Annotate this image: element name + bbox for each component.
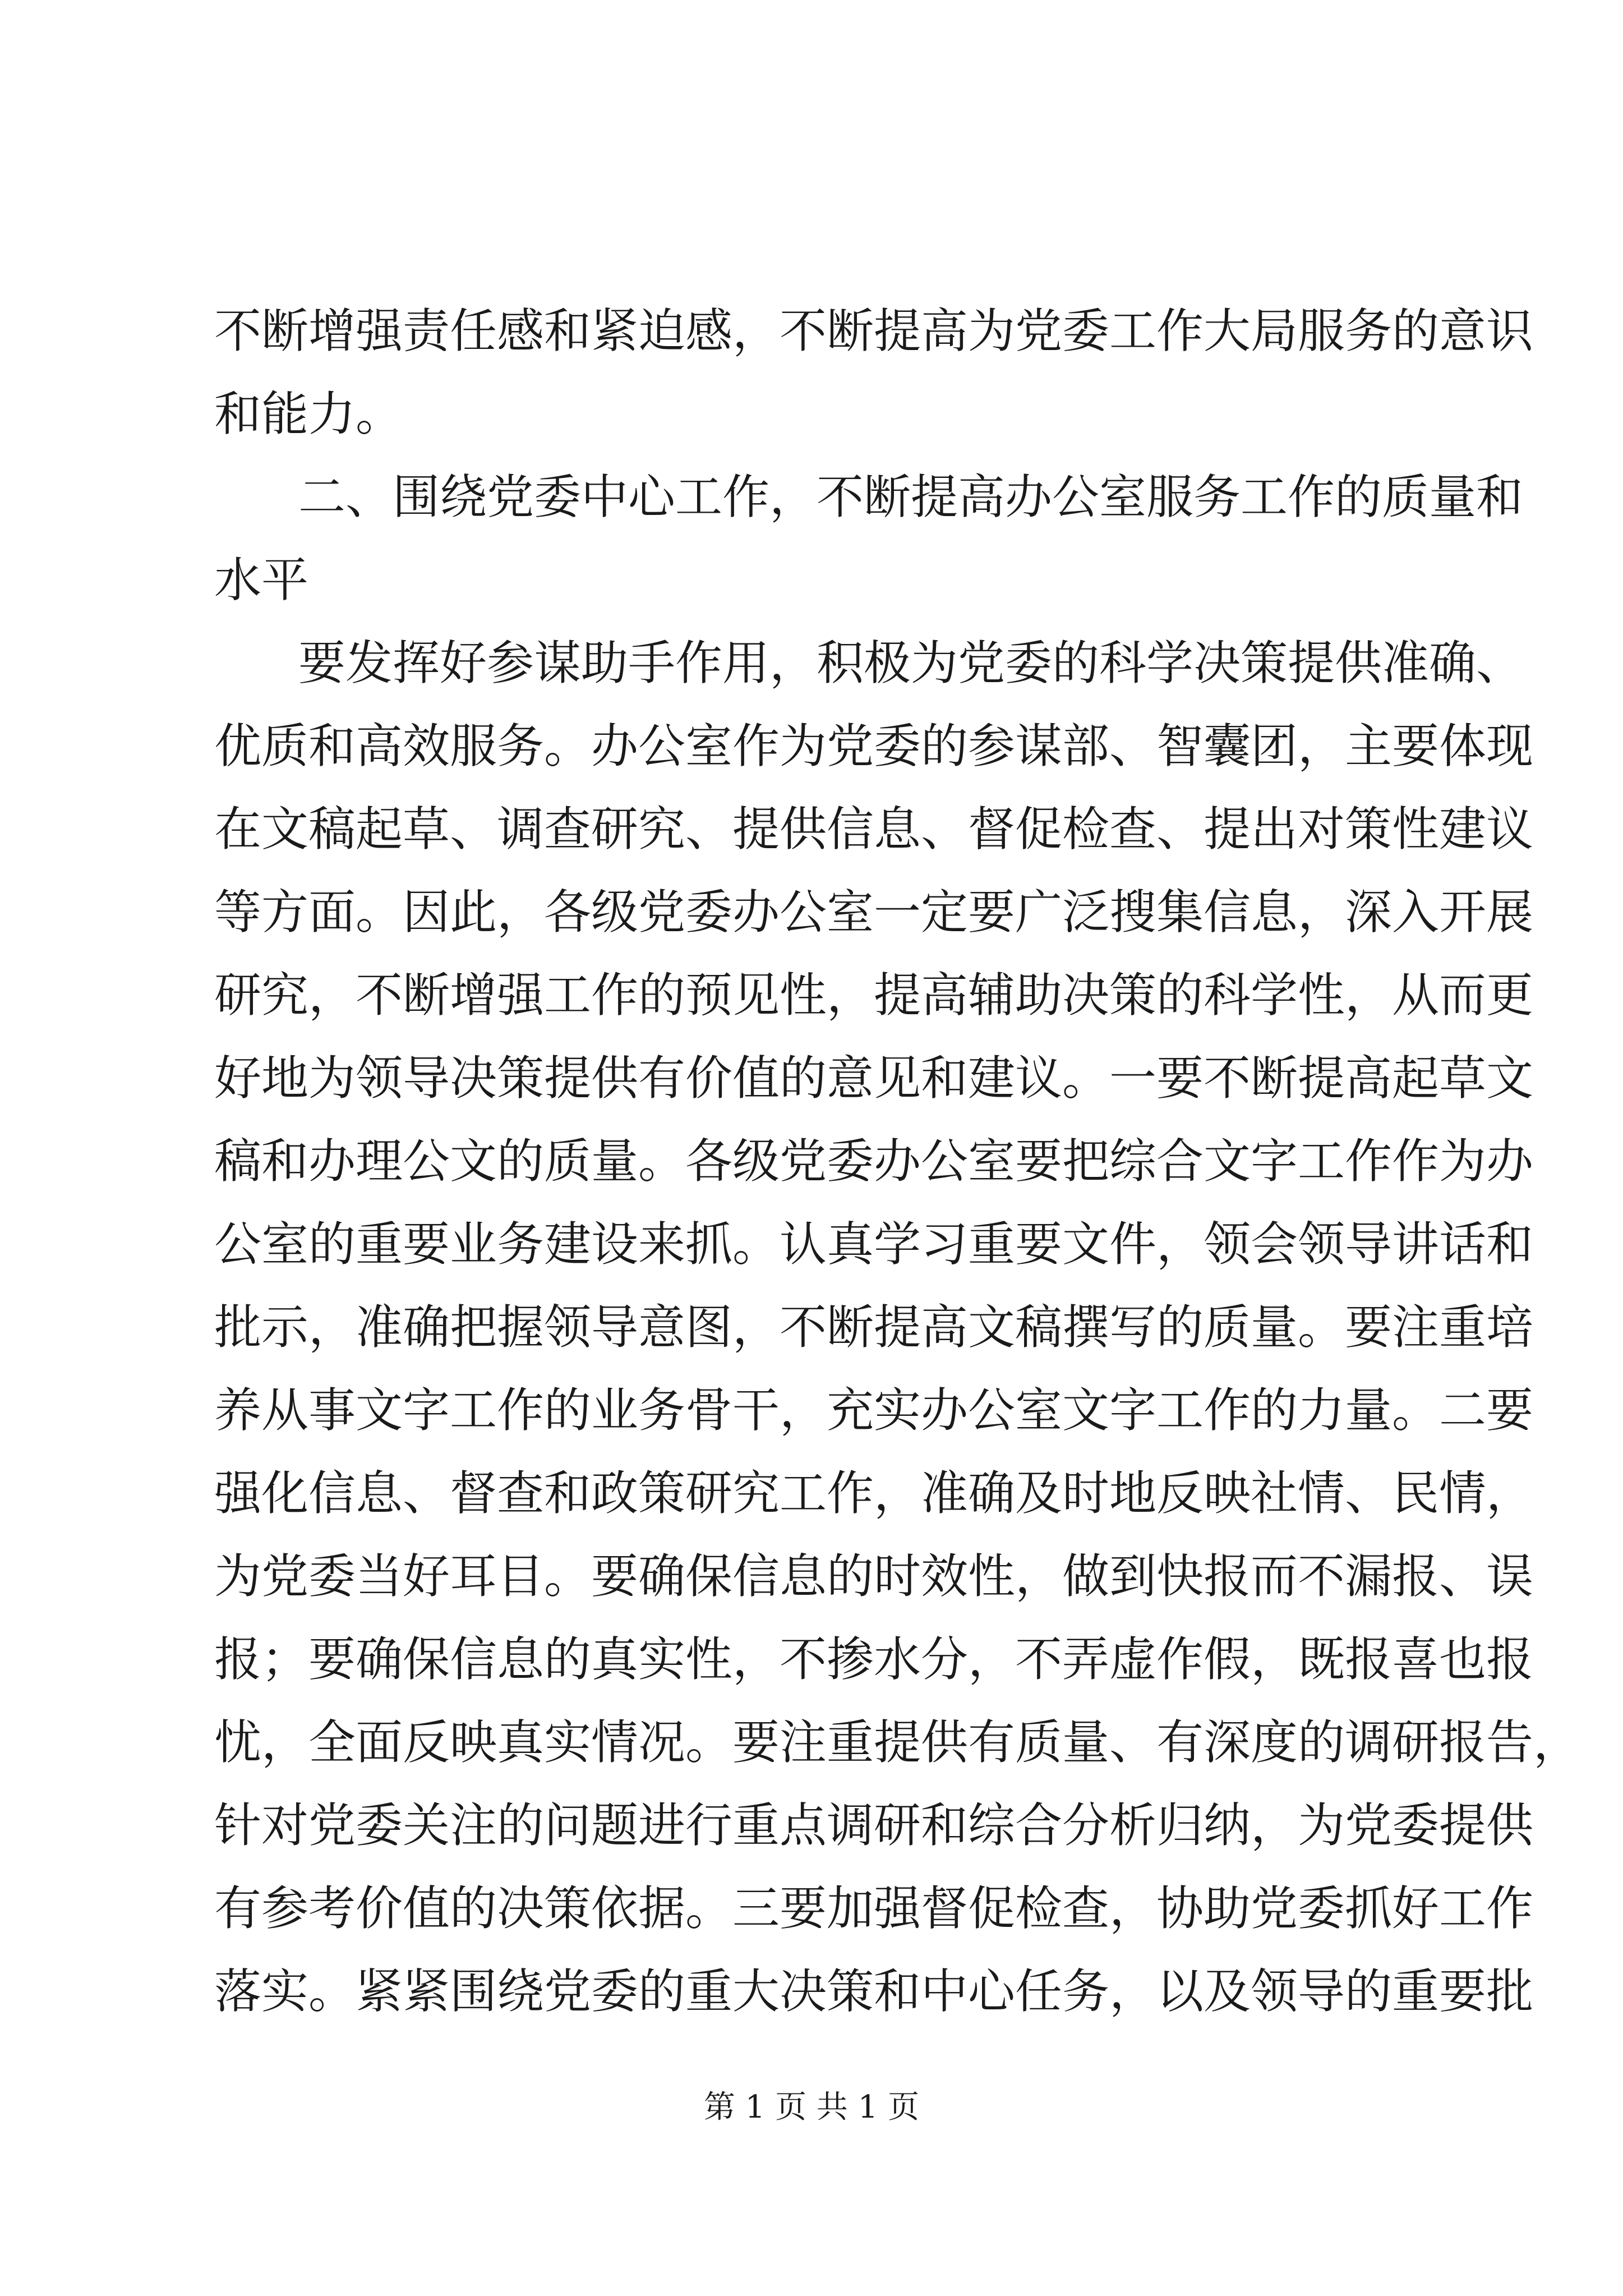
body-text-line: 有参考价值的决策依据。三要加强督促检查，协助党委抓好工作 xyxy=(214,1881,1534,1936)
body-text-line: 忧，全面反映真实情况。要注重提供有质量、有深度的调研报告， xyxy=(214,1715,1581,1770)
body-text-line: 公室的重要业务建设来抓。认真学习重要文件，领会领导讲话和 xyxy=(214,1217,1534,1272)
body-text-line: 针对党委关注的问题进行重点调研和综合分析归纳，为党委提供 xyxy=(214,1798,1534,1853)
body-text-line: 不断增强责任感和紧迫感，不断提高为党委工作大局服务的意识 xyxy=(214,303,1534,358)
body-text-line: 研究，不断增强工作的预见性，提高辅助决策的科学性，从而更 xyxy=(214,968,1534,1023)
body-text-line: 优质和高效服务。办公室作为党委的参谋部、智囊团，主要体现 xyxy=(214,719,1534,774)
body-text-line: 在文稿起草、调查研究、提供信息、督促检查、提出对策性建议 xyxy=(214,802,1534,857)
body-text-line: 落实。紧紧围绕党委的重大决策和中心任务，以及领导的重要批 xyxy=(214,1964,1534,2019)
body-text-line: 报；要确保信息的真实性，不掺水分，不弄虚作假，既报喜也报 xyxy=(214,1632,1534,1687)
body-text-line: 等方面。因此，各级党委办公室一定要广泛搜集信息，深入开展 xyxy=(214,885,1534,940)
body-text-line: 要发挥好参谋助手作用，积极为党委的科学决策提供准确、 xyxy=(298,636,1524,691)
body-text-line: 和能力。 xyxy=(214,386,403,441)
body-text-line: 好地为领导决策提供有价值的意见和建议。一要不断提高起草文 xyxy=(214,1051,1534,1106)
section-heading-line: 水平 xyxy=(214,553,309,608)
body-text-line: 为党委当好耳目。要确保信息的时效性，做到快报而不漏报、误 xyxy=(214,1549,1534,1604)
body-text-line: 稿和办理公文的质量。各级党委办公室要把综合文字工作作为办 xyxy=(214,1134,1534,1189)
body-text-line: 养从事文字工作的业务骨干，充实办公室文字工作的力量。二要 xyxy=(214,1383,1534,1438)
section-heading-line: 二、围绕党委中心工作，不断提高办公室服务工作的质量和 xyxy=(298,470,1524,524)
page-footer: 第 1 页 共 1 页 xyxy=(703,2089,920,2125)
body-text-line: 批示，准确把握领导意图，不断提高文稿撰写的质量。要注重培 xyxy=(214,1300,1534,1355)
body-text-line: 强化信息、督查和政策研究工作，准确及时地反映社情、民情， xyxy=(214,1466,1534,1521)
